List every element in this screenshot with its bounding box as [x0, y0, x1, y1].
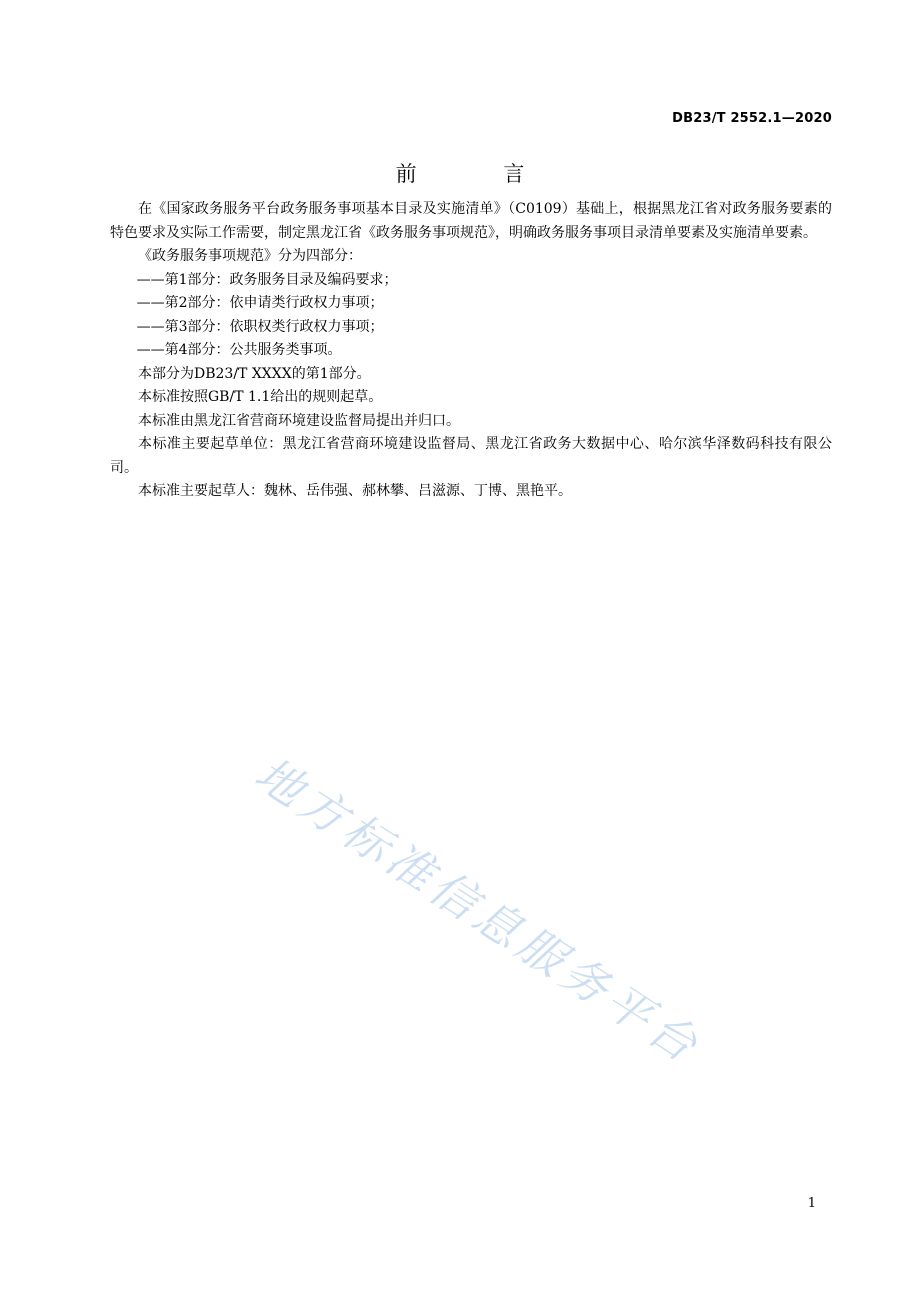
page-number: 1 [807, 1196, 816, 1211]
standard-code: DB23/T 2552.1—2020 [672, 111, 832, 126]
part-list-item: ——第1部分：政务服务目录及编码要求； [136, 271, 398, 288]
intro-paragraph: 在《国家政务服务平台政务服务事项基本目录及实施清单》（C0109）基础上，根据黑龙江省对政务服务要素的特色要求及实际工作需要，制定黑龙江省《政务服务事项规范》，明确政务服务事项目录清单要素及实施清单要素。 [110, 201, 832, 241]
part-statement: 本部分为DB23/T XXXX的第1部分。 [138, 365, 371, 382]
parts-intro: 《政务服务事项规范》分为四部分： [138, 248, 362, 264]
drafters: 本标准主要起草人：魏林、岳伟强、郝林攀、吕滋源、丁博、黑艳平。 [138, 483, 572, 499]
watermark: 地方标准信息服务平台 [245, 746, 712, 1075]
part-list-item: ——第2部分：依申请类行政权力事项； [136, 295, 384, 311]
foreword-body [110, 198, 832, 504]
part-list-item: ——第3部分：依职权类行政权力事项； [136, 318, 384, 335]
part-list-item: ——第4部分：公共服务类事项。 [136, 342, 342, 358]
drafting-units: 本标准主要起草单位：黑龙江省营商环境建设监督局、黑龙江省政务大数据中心、哈尔滨华泽数码科技有限公司。 [110, 436, 832, 476]
page-title: 前 言 [395, 162, 565, 186]
proposer-statement: 本标准由黑龙江省营商环境建设监督局提出并归口。 [138, 412, 460, 429]
drafting-rule: 本标准按照GB/T 1.1给出的规则起草。 [138, 389, 383, 405]
